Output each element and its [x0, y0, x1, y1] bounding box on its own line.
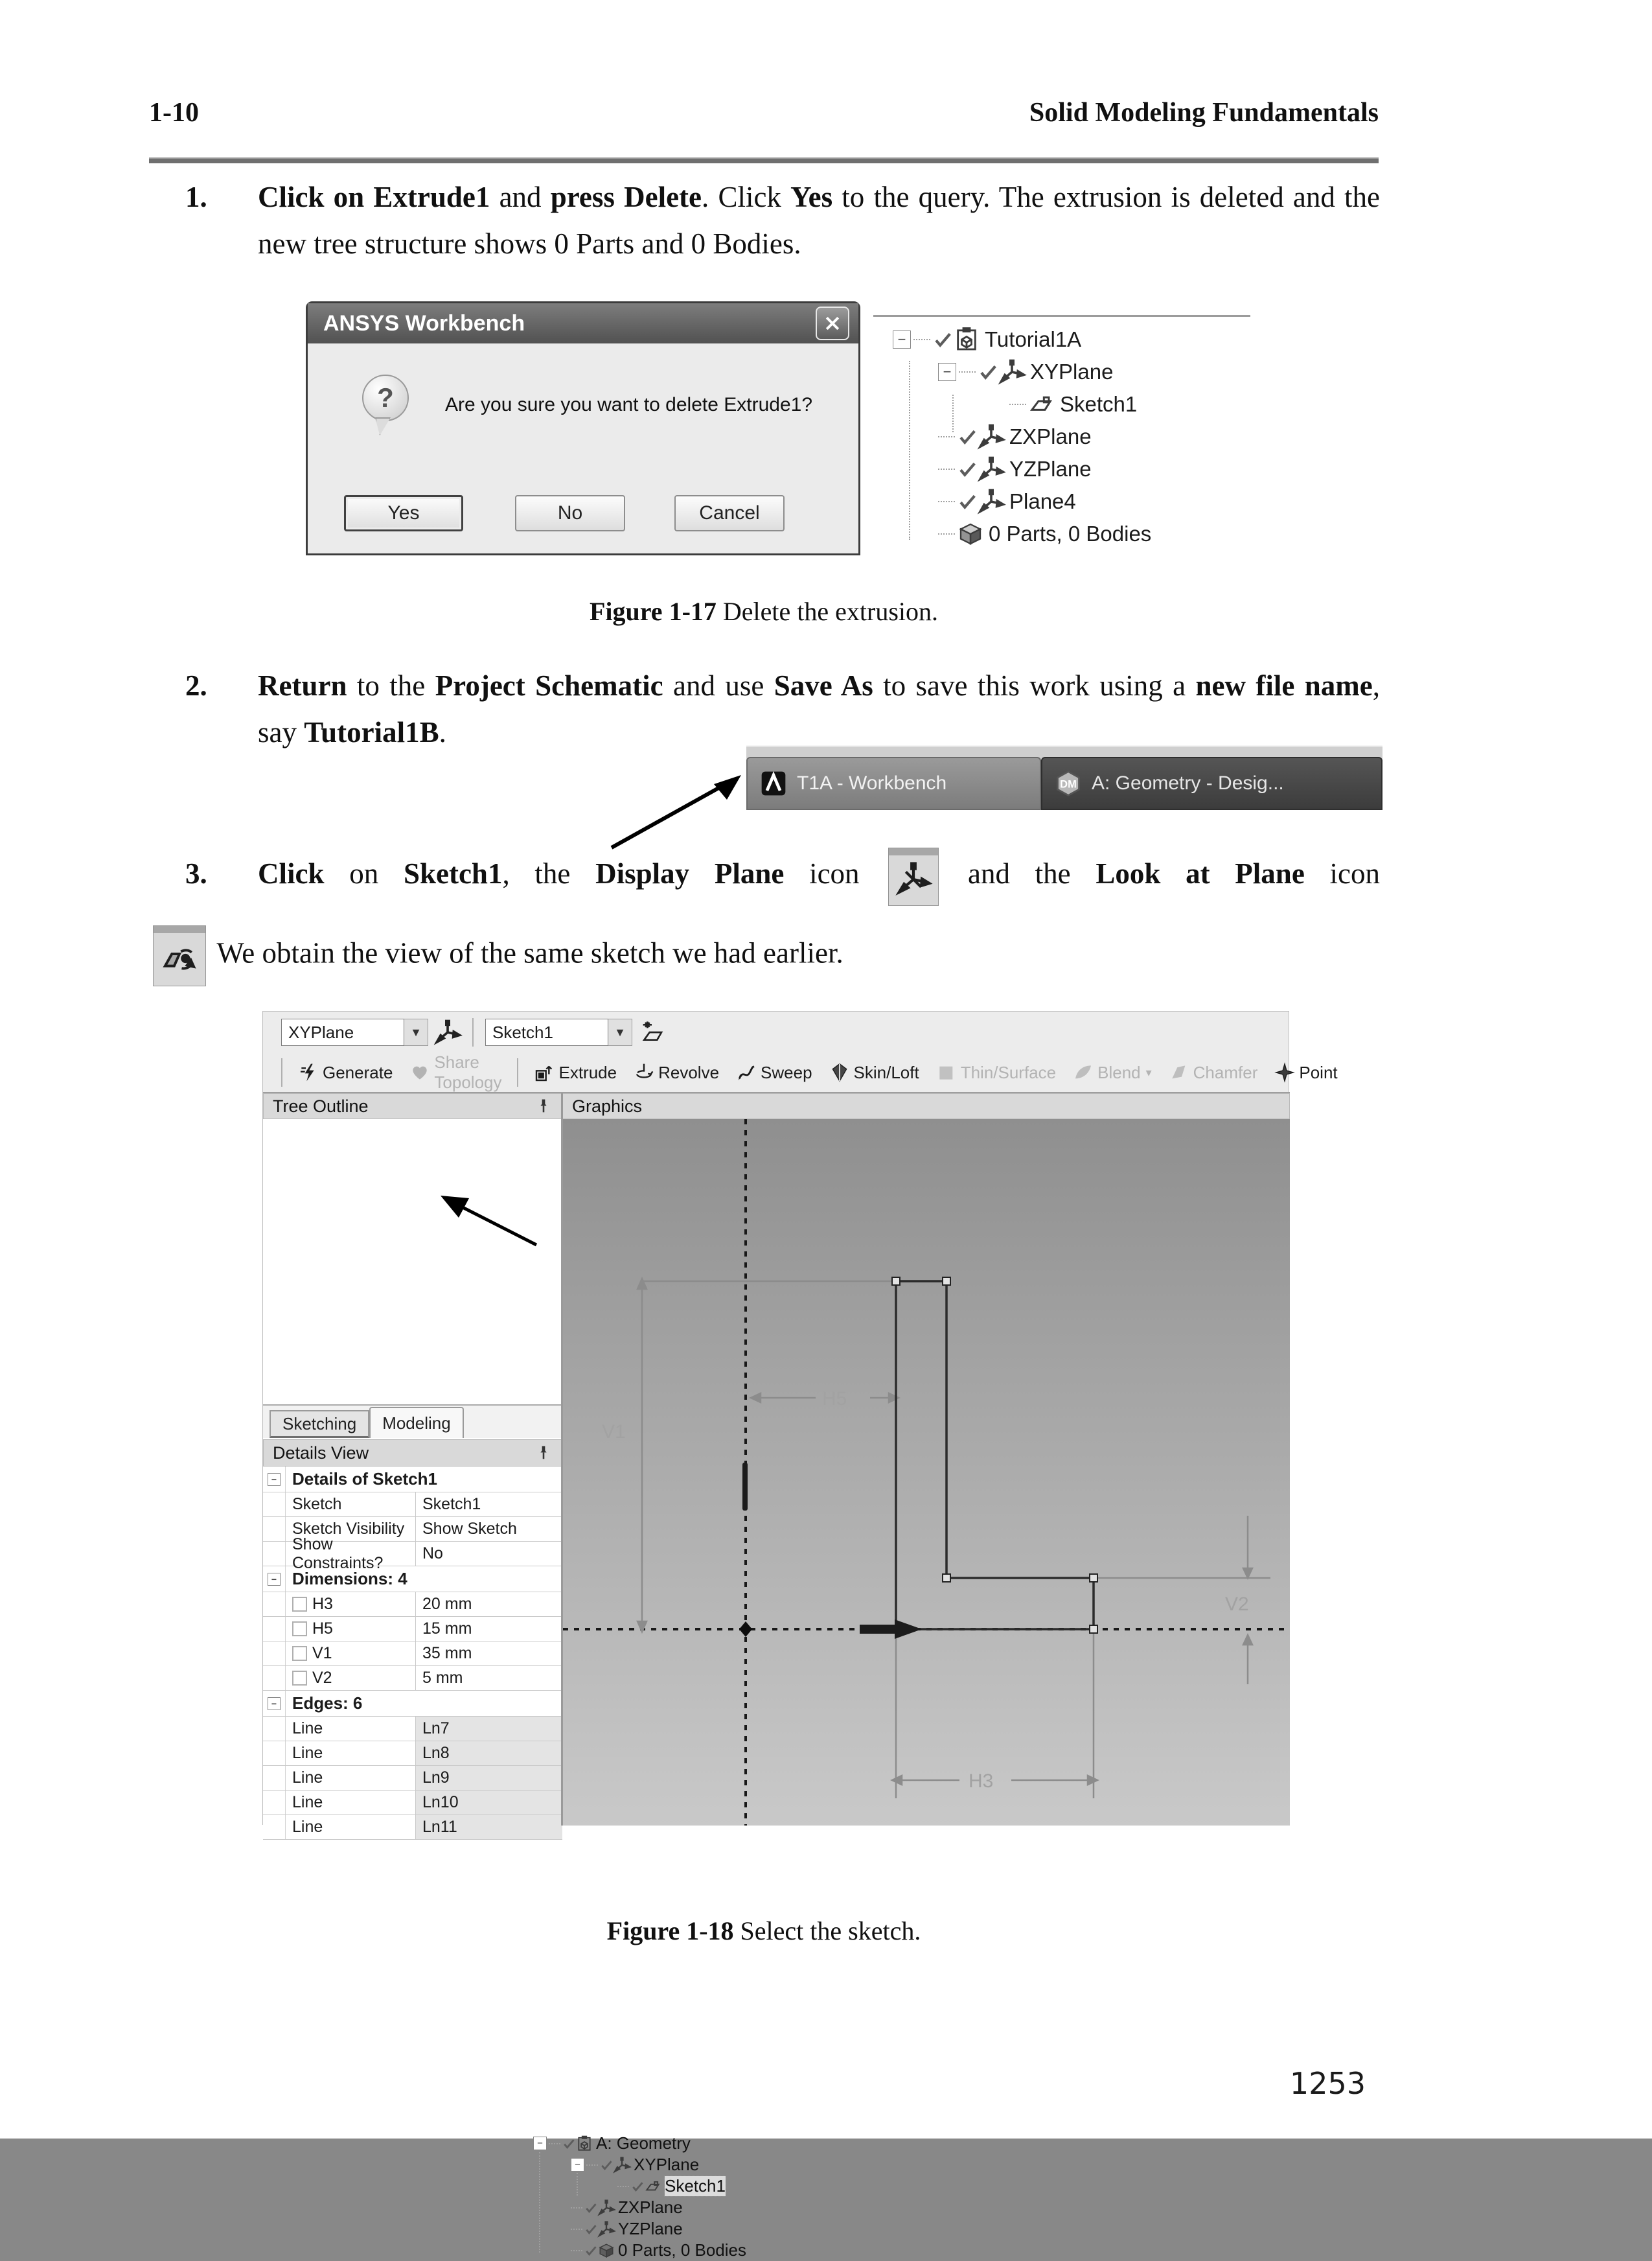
- dm-tree-outline: [529, 2133, 822, 2261]
- plane-axis-icon: [999, 359, 1025, 385]
- details-row-value[interactable]: 35 mm: [422, 1644, 472, 1662]
- point-button[interactable]: [1268, 1058, 1344, 1087]
- check-icon: [978, 362, 998, 382]
- tree-item-label: 0 Parts, 0 Bodies: [989, 522, 1152, 546]
- tree-item-label: XYPlane: [634, 2155, 700, 2174]
- plane-axis-icon: [978, 456, 1004, 482]
- section-title: Details of Sketch1: [292, 1469, 437, 1489]
- tree-item-yzplane[interactable]: [529, 2218, 822, 2240]
- section-gutter: [263, 1691, 286, 1716]
- section-title: Edges: 6: [292, 1693, 363, 1713]
- mode-tabs: [263, 1404, 562, 1438]
- revolve-button[interactable]: [627, 1058, 726, 1087]
- details-row: [263, 1641, 562, 1666]
- details-section-header[interactable]: [263, 1691, 562, 1717]
- details-row: [263, 1617, 562, 1641]
- list-item-1: [185, 174, 1381, 267]
- list-item-3-text-b: and the Look at Plane icon: [943, 857, 1380, 890]
- details-row-value[interactable]: Ln8: [416, 1741, 562, 1765]
- extrude-button[interactable]: [527, 1058, 623, 1087]
- details-row: [263, 1791, 562, 1815]
- dimension-checkbox[interactable]: [292, 1671, 307, 1686]
- details-row-value[interactable]: Ln9: [416, 1766, 562, 1790]
- tree-connector: [549, 2143, 560, 2144]
- list-item-2: [185, 662, 1381, 756]
- collapse-toggle[interactable]: −: [268, 1573, 281, 1586]
- toolbar-button-label: Blend: [1097, 1062, 1141, 1082]
- check-icon: [631, 2180, 644, 2193]
- details-row-label: V2: [286, 1666, 416, 1690]
- ansys-workbench-dialog: [306, 301, 860, 555]
- check-icon: [600, 2159, 613, 2172]
- header-rule: [149, 157, 1379, 163]
- tree-item-label: YZPlane: [618, 2219, 683, 2238]
- dialog-message: Are you sure you want to delete Extrude1?: [445, 394, 813, 415]
- dimension-checkbox[interactable]: [292, 1597, 307, 1612]
- figure-caption-1-18: [149, 1916, 1379, 1946]
- sketch-icon: [1029, 391, 1055, 417]
- tree-item-zxplane[interactable]: [529, 2197, 822, 2218]
- tree-item-zxplane[interactable]: [873, 421, 1250, 453]
- taskbar-button-workbench[interactable]: [746, 757, 1041, 810]
- pin-icon[interactable]: [534, 1444, 553, 1462]
- collapse-toggle[interactable]: −: [571, 2158, 584, 2172]
- toolbar-button-label: Chamfer: [1193, 1062, 1258, 1082]
- tree-item-sketch1[interactable]: [529, 2175, 822, 2197]
- details-row: [263, 1815, 562, 1840]
- tree-item-tutorial1a[interactable]: [873, 323, 1250, 356]
- feature-toolbar: [263, 1052, 1338, 1093]
- check-icon: [562, 2137, 575, 2150]
- details-row-label: Line: [286, 1815, 416, 1839]
- plane-axis-icon: [978, 424, 1004, 450]
- check-icon: [933, 330, 952, 349]
- new-sketch-icon[interactable]: [639, 1019, 665, 1045]
- check-icon: [584, 2223, 597, 2236]
- windows-taskbar: [746, 745, 1382, 810]
- chamfer-icon: [1169, 1062, 1189, 1083]
- tree-guide-line: [539, 2152, 540, 2253]
- tree-connector: [938, 436, 955, 437]
- question-icon-tail: [375, 417, 391, 435]
- figure-label: Figure 1-18: [606, 1916, 734, 1945]
- details-row: [263, 1766, 562, 1791]
- list-item-2-text: Return to the Project Schematic and use Save As to save this work using a new file name, say Tutorial1B.: [258, 669, 1381, 748]
- plane-axis-icon: [598, 2199, 615, 2216]
- details-row: [263, 1535, 562, 1572]
- skin-loft-button[interactable]: [823, 1058, 926, 1087]
- toolbar-button-label: Point: [1299, 1062, 1338, 1082]
- dimension-checkbox[interactable]: [292, 1646, 307, 1661]
- details-row-label: Sketch Visibility: [286, 1517, 416, 1541]
- tree-item-label: ZXPlane: [1009, 424, 1092, 448]
- tree-outline-panel-header: [263, 1093, 562, 1119]
- details-row-value[interactable]: Sketch1: [422, 1495, 481, 1513]
- no-button[interactable]: No: [515, 495, 625, 531]
- plane-combo[interactable]: [281, 1019, 428, 1046]
- question-icon: ?: [362, 375, 409, 421]
- sketch-vertices: [892, 1277, 1097, 1633]
- sketch-drawing: [563, 1119, 1290, 1826]
- toolbar-separator: [517, 1058, 518, 1087]
- tree-item-label: ZXPlane: [618, 2197, 683, 2217]
- taskbar-button-designmodeler[interactable]: [1041, 757, 1382, 810]
- plane-axis-icon: [614, 2157, 630, 2174]
- tree-connector: [913, 339, 930, 340]
- details-row-label: Line: [286, 1791, 416, 1815]
- section-gutter: [263, 1566, 286, 1592]
- look-at-plane-icon-button[interactable]: [153, 925, 206, 986]
- ansys-logo-icon: [759, 769, 788, 798]
- graphics-viewport[interactable]: [563, 1119, 1290, 1826]
- collapse-toggle[interactable]: −: [268, 1697, 281, 1710]
- list-item-1-text: Click on Extrude1 and press Delete. Click Yes to the query. The extrusion is deleted and the new tree structure shows 0 Parts and 0 Bodies.: [258, 181, 1381, 260]
- toolbar-separator: [472, 1018, 474, 1047]
- tree-connector: [617, 2186, 629, 2187]
- details-row-label: Line: [286, 1766, 416, 1790]
- details-row-value[interactable]: 20 mm: [422, 1595, 472, 1613]
- display-plane-icon: [895, 861, 932, 898]
- figure-label: Figure 1-17: [589, 597, 717, 626]
- section-title: Dimensions: 4: [292, 1569, 407, 1588]
- details-row: [263, 1717, 562, 1741]
- collapse-toggle[interactable]: −: [268, 1473, 281, 1486]
- workbench-tree-outline: [873, 315, 1250, 553]
- list-item-3-text-a: Click on Sketch1, the Display Plane icon: [258, 857, 885, 890]
- check-icon: [584, 2244, 597, 2257]
- tree-guide-line: [909, 361, 910, 540]
- display-plane-icon-button[interactable]: [888, 848, 939, 906]
- dimension-checkbox[interactable]: [292, 1621, 307, 1636]
- panel-title: Graphics: [572, 1096, 643, 1116]
- blend-icon: [1073, 1062, 1094, 1083]
- page-number: 1253: [1289, 2066, 1366, 2101]
- plane-sketch-toolbar: [263, 1012, 1290, 1053]
- sketch-combo-value[interactable]: Sketch1: [485, 1019, 608, 1046]
- list-number: 2.: [185, 669, 207, 702]
- details-row-value[interactable]: Ln10: [416, 1791, 562, 1815]
- dim-label-h5: H5: [822, 1388, 847, 1409]
- details-row: [263, 1492, 562, 1517]
- details-row-value[interactable]: Ln7: [416, 1717, 562, 1741]
- tree-item-sketch1[interactable]: [873, 388, 1250, 421]
- panel-title: Details View: [273, 1443, 369, 1463]
- geometry-box-icon: [954, 327, 980, 353]
- tree-item-label: A: Geometry: [596, 2133, 691, 2153]
- toolbar-separator: [281, 1058, 282, 1087]
- thin-surface-icon: [936, 1062, 957, 1083]
- close-button[interactable]: [816, 307, 849, 340]
- thin-surface-button: [930, 1058, 1062, 1087]
- point-icon: [1274, 1062, 1295, 1083]
- dim-label-v1: V1: [602, 1421, 626, 1443]
- check-icon: [958, 459, 977, 479]
- dialog-title-bar[interactable]: [308, 303, 858, 343]
- tree-item-label: YZPlane: [1009, 457, 1092, 481]
- details-row-value[interactable]: No: [422, 1544, 443, 1562]
- dim-label-v2: V2: [1225, 1594, 1249, 1615]
- cube-icon: [598, 2242, 615, 2259]
- plane-axis-icon: [978, 489, 1004, 515]
- chevron-down-icon[interactable]: ▼: [608, 1019, 632, 1046]
- tree-item-xyplane[interactable]: [873, 356, 1250, 388]
- details-section-header[interactable]: [263, 1566, 562, 1592]
- yes-button[interactable]: Yes: [344, 495, 463, 531]
- tree-connector: [938, 501, 955, 502]
- list-item-3-line2: [149, 925, 1380, 986]
- tree-item-label: Plane4: [1009, 489, 1076, 513]
- toolbar-button-label: Sweep: [761, 1062, 812, 1082]
- tree-item-label: XYPlane: [1030, 360, 1114, 384]
- close-icon: [823, 314, 842, 333]
- look-at-plane-icon: [161, 940, 198, 977]
- list-item-3-text-c: We obtain the view of the same sketch we had earlier.: [210, 936, 843, 969]
- extrude-icon: [534, 1062, 555, 1083]
- tree-connector: [1009, 404, 1026, 405]
- geometry-box-icon: [576, 2135, 593, 2152]
- svg-text:DM: DM: [1060, 778, 1077, 791]
- tree-connector: [586, 2164, 598, 2166]
- details-row: [263, 1666, 562, 1691]
- tree-item-0-parts-0-bodies[interactable]: [529, 2240, 822, 2261]
- details-view-header: [263, 1439, 562, 1467]
- graphics-panel-header: [562, 1093, 1290, 1119]
- collapse-toggle[interactable]: −: [893, 330, 911, 349]
- details-row-value[interactable]: 15 mm: [422, 1619, 472, 1638]
- page-number-label: 1-10: [149, 98, 199, 128]
- x-axis-arrow: [860, 1619, 922, 1639]
- share-topology-icon: [409, 1062, 430, 1083]
- y-axis-arrow: [742, 1463, 748, 1511]
- taskbar-button-label: T1A - Workbench: [797, 772, 947, 794]
- tab-modeling[interactable]: Modeling: [369, 1407, 464, 1438]
- dimension-lines: [637, 1279, 1270, 1798]
- panel-title: Tree Outline: [273, 1096, 369, 1116]
- generate-icon: [298, 1062, 319, 1083]
- toolbar-button-label: Generate: [323, 1062, 393, 1082]
- tree-connector: [959, 371, 976, 373]
- figure-text: Delete the extrusion.: [716, 597, 938, 626]
- tree-guide-line: [952, 395, 954, 432]
- details-table: [263, 1467, 562, 1840]
- sketch-profile: [896, 1281, 1094, 1629]
- blend-button: [1066, 1058, 1158, 1087]
- skinloft-icon: [829, 1062, 850, 1083]
- cube-icon: [958, 521, 983, 547]
- revolve-icon: [634, 1062, 654, 1083]
- tree-item-yzplane[interactable]: [873, 453, 1250, 485]
- toolbar-button-label: Revolve: [658, 1062, 720, 1082]
- cancel-button[interactable]: Cancel: [674, 495, 785, 531]
- dm-logo-icon: [1054, 769, 1083, 798]
- running-title: Solid Modeling Fundamentals: [1029, 98, 1379, 128]
- figure-caption-1-17: [149, 596, 1379, 627]
- tree-item-xyplane[interactable]: [529, 2154, 822, 2175]
- sweep-button[interactable]: [729, 1058, 819, 1087]
- tree-item-label: 0 Parts, 0 Bodies: [618, 2240, 746, 2260]
- taskbar-button-label: A: Geometry - Desig...: [1092, 772, 1284, 794]
- tree-connector: [571, 2250, 582, 2251]
- chevron-down-icon: ▾: [1145, 1065, 1152, 1079]
- chevron-down-icon[interactable]: ▼: [404, 1019, 428, 1046]
- origin-point: [739, 1621, 752, 1637]
- collapse-toggle[interactable]: −: [533, 2137, 547, 2150]
- list-number: 1.: [185, 181, 207, 213]
- generate-button[interactable]: [292, 1058, 399, 1087]
- details-row: [263, 1592, 562, 1617]
- figure-text: Select the sketch.: [733, 1916, 921, 1945]
- toolbar-button-label: Extrude: [558, 1062, 617, 1082]
- toolbar-button-label: Thin/Surface: [960, 1062, 1057, 1082]
- dialog-title: ANSYS Workbench: [323, 310, 525, 336]
- plane-axis-icon[interactable]: [435, 1019, 461, 1045]
- details-row-label: Line: [286, 1741, 416, 1765]
- tree-connector: [571, 2229, 582, 2230]
- tree-item-label: Sketch1: [1060, 392, 1138, 416]
- tab-sketching[interactable]: Sketching: [270, 1410, 369, 1438]
- check-icon: [958, 492, 977, 511]
- tree-connector: [571, 2207, 582, 2209]
- share-topology-button: [403, 1049, 508, 1096]
- toolbar-button-label: Share Topology: [434, 1052, 502, 1092]
- details-row-label: Sketch: [286, 1492, 416, 1516]
- details-row: [263, 1741, 562, 1766]
- chamfer-button: [1162, 1058, 1265, 1087]
- sweep-icon: [736, 1062, 757, 1083]
- check-icon: [958, 427, 977, 446]
- tree-connector: [938, 469, 955, 470]
- plane-axis-icon: [598, 2221, 615, 2238]
- details-row-label: V1: [286, 1641, 416, 1665]
- list-number: 3.: [185, 857, 207, 890]
- section-gutter: [263, 1467, 286, 1492]
- details-section-header[interactable]: [263, 1467, 562, 1492]
- tree-item-a-geometry[interactable]: [529, 2133, 822, 2154]
- check-icon: [584, 2201, 597, 2214]
- tree-item-label: Tutorial1A: [985, 327, 1082, 351]
- details-row-label: Line: [286, 1717, 416, 1741]
- plane-combo-value[interactable]: XYPlane: [281, 1019, 404, 1046]
- details-row-label: H5: [286, 1617, 416, 1641]
- panel-divider[interactable]: [561, 1093, 563, 1826]
- pin-icon[interactable]: [534, 1097, 553, 1115]
- dim-label-h3: H3: [969, 1770, 994, 1792]
- details-row-value[interactable]: Ln11: [416, 1815, 562, 1839]
- details-row-label: Show Constraints?: [286, 1542, 416, 1566]
- details-row-value[interactable]: 5 mm: [422, 1669, 463, 1687]
- list-item-3: [185, 840, 1380, 907]
- details-row-value[interactable]: Show Sketch: [422, 1520, 517, 1538]
- sketch-icon: [645, 2178, 661, 2195]
- tree-item-plane4[interactable]: [873, 485, 1250, 518]
- collapse-toggle[interactable]: −: [938, 363, 956, 381]
- tree-item-label: Sketch1: [665, 2176, 726, 2196]
- tree-item-0-parts-0-bodies[interactable]: [873, 518, 1250, 550]
- toolbar-button-label: Skin/Loft: [853, 1062, 919, 1082]
- details-row-label: H3: [286, 1592, 416, 1616]
- tree-connector: [938, 533, 955, 535]
- tree-guide-line: [577, 2173, 578, 2196]
- sketch-combo[interactable]: [485, 1019, 632, 1046]
